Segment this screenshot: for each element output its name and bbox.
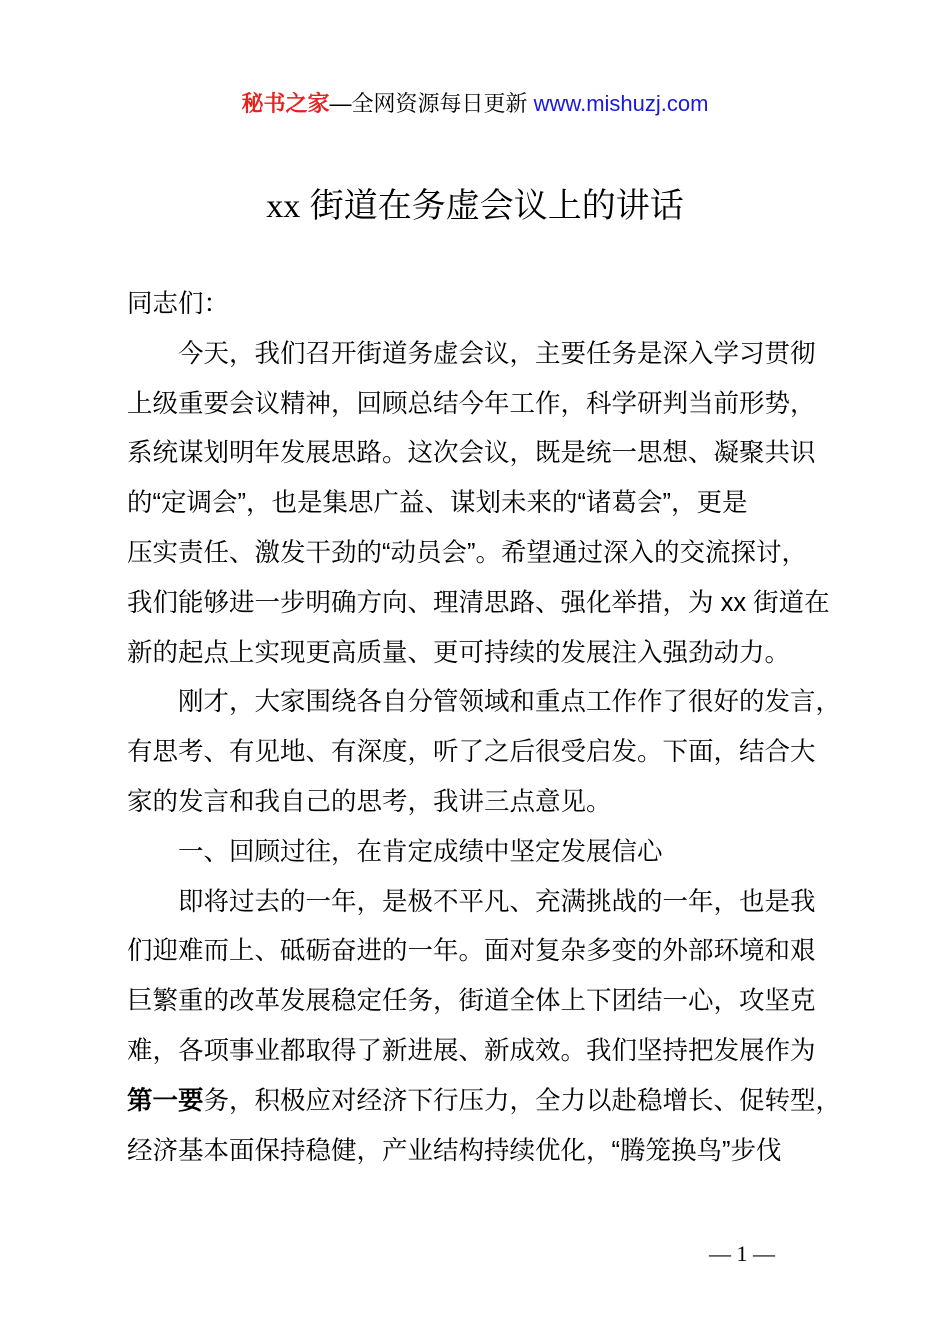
text-segment: 务，积极应对经济下行压力，全力以赴稳增长、促转型， bbox=[203, 1086, 842, 1115]
text-line: 即将过去的一年，是极不平凡、充满挑战的一年，也是我 bbox=[178, 887, 816, 916]
text-line: 压实责任、激发干劲的“动员会”。希望通过深入的交流探讨， bbox=[127, 538, 807, 567]
text-line: 们迎难而上、砥砺奋进的一年。面对复杂多变的外部环境和艰 bbox=[127, 937, 816, 966]
banner-tagline: —全网资源每日更新 bbox=[329, 91, 534, 116]
title-text: 街道在务虚会议上的讲话 bbox=[300, 187, 684, 225]
site-banner bbox=[0, 88, 950, 120]
text-line: 一、回顾过往，在肯定成绩中坚定发展信心 bbox=[178, 837, 663, 866]
website-link[interactable]: www.mishuzj.com bbox=[533, 91, 709, 116]
text-line: 的“定调会”，也是集思广益、谋划未来的“诸葛会”，更是 bbox=[127, 489, 748, 518]
text-line: 今天，我们召开街道务虚会议，主要任务是深入学习贯彻 bbox=[178, 339, 816, 368]
text-line: 有思考、有见地、有深度，听了之后很受启发。下面，结合大 bbox=[127, 738, 816, 767]
text-line: 巨繁重的改革发展稳定任务，街道全体上下团结一心，攻坚克 bbox=[127, 987, 816, 1016]
text-line: 家的发言和我自己的思考，我讲三点意见。 bbox=[127, 787, 612, 816]
text-line: 我们能够进一步明确方向、理清思路、强化举措，为 xx 街道在 bbox=[127, 588, 830, 617]
text-line: 同志们： bbox=[127, 290, 230, 318]
text-line: 经济基本面保持稳健，产业结构持续优化，“腾笼换鸟”步伐 bbox=[127, 1136, 782, 1165]
bold-emphasis: 第一要 bbox=[127, 1086, 204, 1115]
page-number: — 1 — bbox=[709, 1241, 775, 1266]
text-line bbox=[127, 1077, 857, 1127]
text-line: 刚才，大家围绕各自分管领域和重点工作作了很好的发言， bbox=[178, 688, 842, 717]
text-line: 难，各项事业都取得了新进展、新成效。我们坚持把发展作为 bbox=[127, 1036, 816, 1065]
text-line: 系统谋划明年发展思路。这次会议，既是统一思想、凝聚共识 bbox=[127, 439, 816, 468]
document-body bbox=[127, 280, 857, 1176]
text-line: 新的起点上实现更高质量、更可持续的发展注入强劲动力。 bbox=[127, 638, 791, 667]
document-title bbox=[0, 182, 950, 231]
brand-name: 秘书之家 bbox=[241, 91, 330, 116]
text-line: 上级重要会议精神，回顾总结今年工作，科学研判当前形势， bbox=[127, 389, 816, 418]
title-prefix: xx bbox=[266, 188, 301, 225]
